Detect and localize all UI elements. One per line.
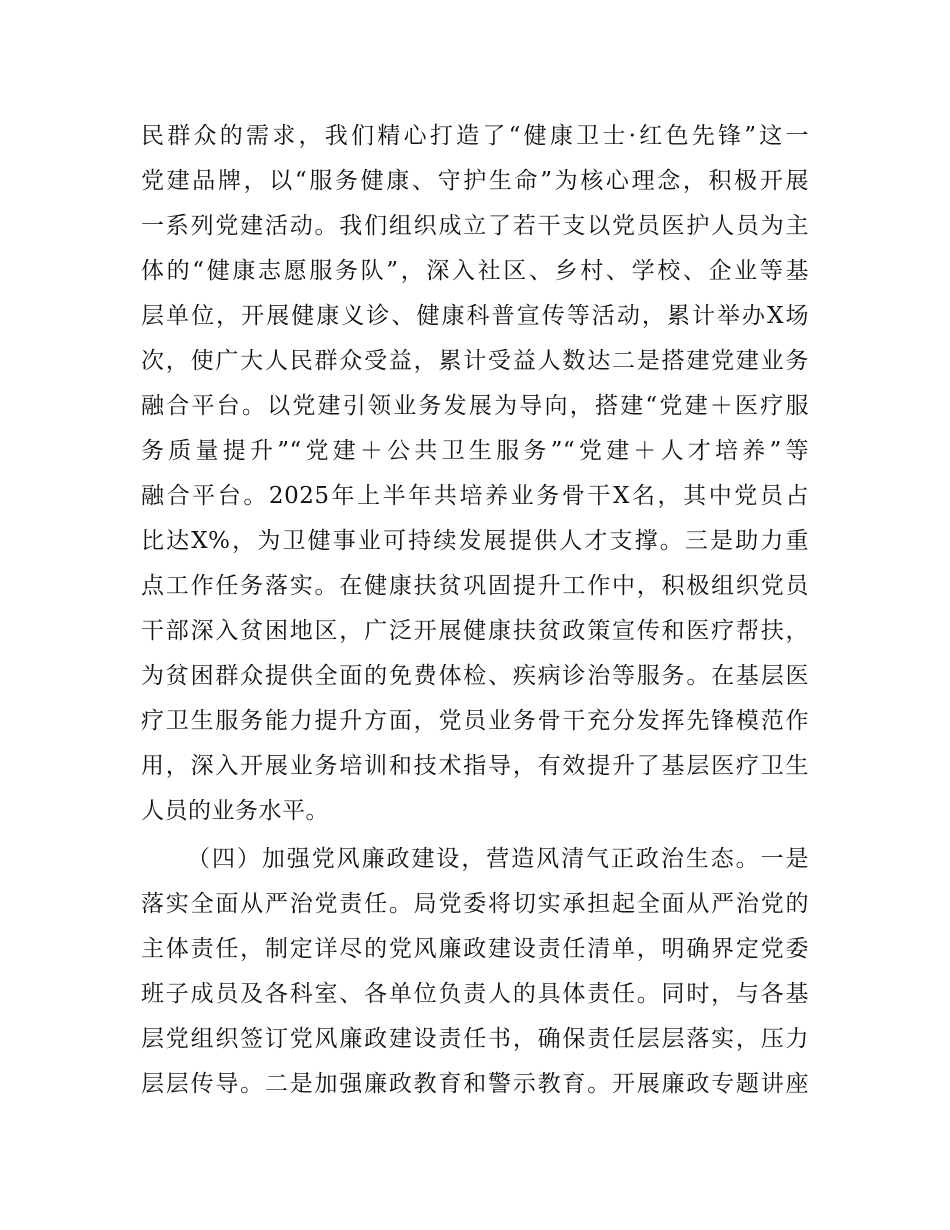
text-line: 次，使广大人民群众受益，累计受益人数达二是搭建党建业务 (141, 348, 809, 374)
text-line: 融合平台。以党建引领业务发展为导向，搭建“党建＋医疗服 (141, 393, 809, 419)
text-line: 民群众的需求，我们精心打造了“健康卫士·红色先锋”这一 (141, 123, 809, 149)
text-line: 点工作任务落实。在健康扶贫巩固提升工作中，积极组织党员 (141, 573, 809, 599)
text-line: 体的“健康志愿服务队”，深入社区、乡村、学校、企业等基 (141, 258, 809, 284)
text-line: 融合平台。2025年上半年共培养业务骨干X名，其中党员占 (141, 483, 809, 509)
text-line: 疗卫生服务能力提升方面，党员业务骨干充分发挥先锋模范作 (141, 708, 809, 734)
text-line: 主体责任，制定详尽的党风廉政建设责任清单，明确界定党委 (141, 936, 809, 962)
text-line: 干部深入贫困地区，广泛开展健康扶贫政策宣传和医疗帮扶， (141, 618, 809, 644)
text-line: 用，深入开展业务培训和技术指导，有效提升了基层医疗卫生 (141, 753, 809, 779)
text-line: 层单位，开展健康义诊、健康科普宣传等活动，累计举办X场 (141, 303, 809, 329)
text-line: 班子成员及各科室、各单位负责人的具体责任。同时，与各基 (141, 981, 809, 1007)
text-line: 比达X%，为卫健事业可持续发展提供人才支撑。三是助力重 (141, 528, 809, 554)
text-line: 层层传导。二是加强廉政教育和警示教育。开展廉政专题讲座 (141, 1071, 809, 1097)
text-line: 务质量提升”“党建＋公共卫生服务”“党建＋人才培养”等 (141, 438, 809, 464)
text-line: 落实全面从严治党责任。局党委将切实承担起全面从严治党的 (141, 891, 809, 917)
text-line: 一系列党建活动。我们组织成立了若干支以党员医护人员为主 (141, 213, 809, 239)
text-line: 为贫困群众提供全面的免费体检、疾病诊治等服务。在基层医 (141, 663, 809, 689)
text-line: 党建品牌，以“服务健康、守护生命”为核心理念，积极开展 (141, 168, 809, 194)
text-line: 层党组织签订党风廉政建设责任书，确保责任层层落实，压力 (141, 1026, 809, 1052)
section-heading-line: （四）加强党风廉政建设，营造风清气正政治生态。一是 (187, 846, 809, 872)
text-line: 人员的业务水平。 (141, 798, 329, 824)
